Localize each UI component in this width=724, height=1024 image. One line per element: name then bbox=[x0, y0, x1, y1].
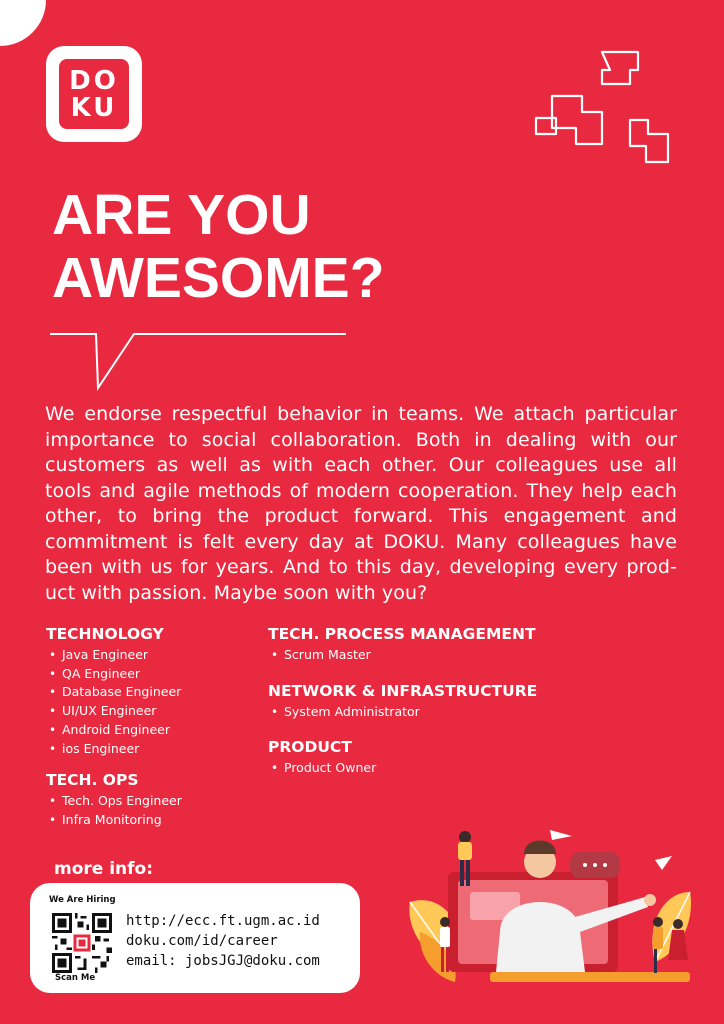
bullet: • bbox=[49, 794, 57, 809]
list-item bbox=[46, 702, 256, 721]
speech-bubble-tail-icon bbox=[50, 330, 350, 392]
product-job-list bbox=[268, 759, 568, 778]
list-item bbox=[46, 740, 256, 759]
job-title: Product Owner bbox=[284, 760, 377, 776]
job-title: Tech. Ops Engineer bbox=[62, 793, 182, 809]
qr-code-icon[interactable] bbox=[52, 913, 112, 973]
bullet: • bbox=[49, 812, 57, 827]
contact-links bbox=[126, 911, 320, 971]
job-title: Database Engineer bbox=[62, 684, 182, 700]
more-info-label: more info: bbox=[54, 859, 154, 879]
list-item bbox=[46, 683, 256, 702]
bullet: • bbox=[49, 722, 57, 737]
bullet: • bbox=[49, 648, 57, 662]
link-email[interactable]: email: jobsJGJ@doku.com bbox=[126, 953, 320, 969]
list-item bbox=[46, 665, 256, 684]
job-title: Java Engineer bbox=[62, 647, 149, 662]
network-job-list bbox=[268, 703, 568, 722]
job-title: Scrum Master bbox=[284, 647, 371, 662]
list-item bbox=[268, 759, 568, 778]
list-item bbox=[46, 721, 256, 740]
contact-card bbox=[30, 883, 360, 993]
list-item bbox=[46, 811, 256, 830]
headline bbox=[52, 184, 492, 310]
puzzle-outline-decoration bbox=[530, 48, 680, 168]
jobs-right-column bbox=[268, 624, 568, 778]
section-title-product: PRODUCT bbox=[268, 738, 352, 757]
section-title-network: NETWORK & INFRASTRUCTURE bbox=[268, 681, 538, 700]
tech-ops-job-list bbox=[46, 792, 256, 829]
tech-process-job-list bbox=[268, 646, 568, 665]
job-title: ios Engineer bbox=[62, 740, 140, 756]
doku-logo bbox=[46, 46, 142, 142]
job-title: QA Engineer bbox=[62, 665, 141, 681]
doku-logo-icon bbox=[59, 59, 129, 129]
list-item bbox=[268, 703, 568, 722]
section-title-technology: TECHNOLOGY bbox=[46, 625, 164, 643]
logo-text-top: DO bbox=[69, 66, 119, 96]
bullet: • bbox=[271, 648, 279, 662]
job-title: Infra Monitoring bbox=[62, 811, 162, 827]
bullet: • bbox=[49, 685, 57, 700]
logo-text-bottom: KU bbox=[70, 93, 118, 123]
bullet: • bbox=[271, 761, 279, 776]
job-title: UI/UX Engineer bbox=[62, 703, 157, 719]
bullet: • bbox=[49, 741, 57, 756]
scan-label: Scan Me bbox=[55, 973, 96, 983]
hiring-label: We Are Hiring bbox=[49, 895, 116, 905]
jobs-left-column bbox=[46, 624, 256, 830]
team-collaboration-illustration bbox=[400, 822, 700, 992]
bullet: • bbox=[49, 666, 57, 681]
link-ecc[interactable]: http://ecc.ft.ugm.ac.id bbox=[126, 913, 320, 929]
headline-line-2: AWESOME? bbox=[52, 246, 385, 310]
link-career[interactable]: doku.com/id/career bbox=[126, 933, 278, 949]
list-item bbox=[46, 646, 256, 665]
section-title-tech-process: TECH. PROCESS MANAGEMENT bbox=[268, 625, 536, 643]
headline-line-1: ARE YOU bbox=[52, 183, 311, 247]
list-item bbox=[46, 792, 256, 811]
list-item bbox=[268, 646, 568, 665]
job-title: System Administrator bbox=[284, 703, 420, 719]
bullet: • bbox=[271, 704, 279, 719]
intro-paragraph: We endorse respectful behavior in teams. We attach particular importance to social collaboration. Both in dealing with our customers as well as with each other. Our colleagues use all tools and agile methods of modern cooperation. They help each other, to bring the product forward. This engagement and commitment is felt every day at DOKU. Many colleagues have been with us for years. And to this day, developing every prod-uct with passion. Maybe soon with you? bbox=[45, 403, 677, 604]
section-title-tech-ops: TECH. OPS bbox=[46, 771, 139, 790]
bullet: • bbox=[49, 704, 57, 719]
job-title: Android Engineer bbox=[62, 721, 170, 737]
technology-job-list bbox=[46, 646, 256, 758]
